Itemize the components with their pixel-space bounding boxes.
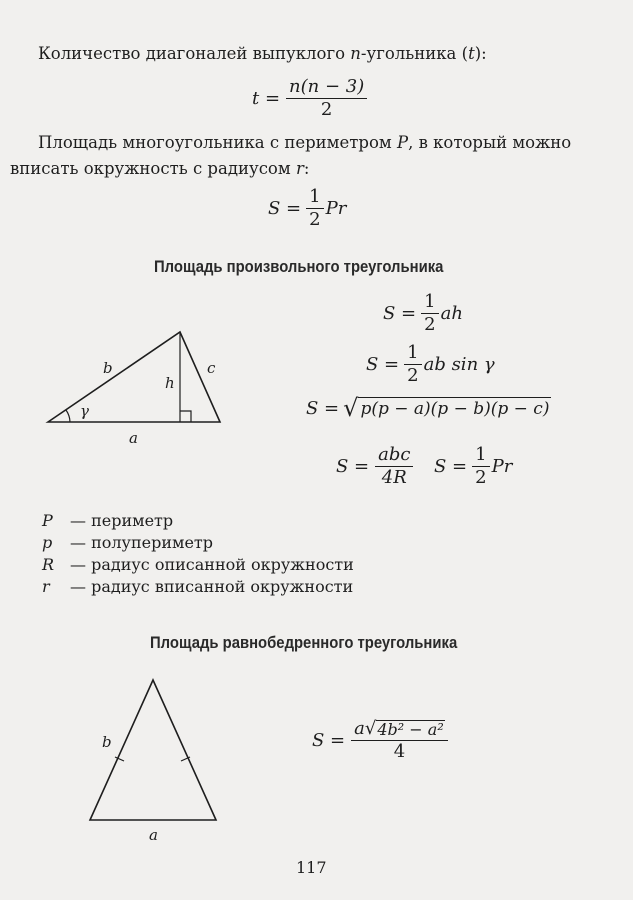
formula-half-ab-sin [366,342,495,387]
sqrt-sign: √ [343,394,359,422]
diagonals-formula [252,76,369,121]
fraction-numerator: 1 [404,342,421,365]
inscribed-line1: Площадь многоугольника с периметром [38,133,397,152]
fraction-denominator: 2 [424,314,436,335]
inscribed-text-2 [10,158,309,180]
heading-arbitrary-triangle: Площадь произвольного треугольника [154,258,444,276]
formula-lhs: S = [312,730,346,751]
angle-arc [66,410,70,422]
var-t: t [468,44,475,63]
legend-item: p — полупериметр [42,533,214,552]
fraction-denominator: 4R [381,467,407,488]
formula-fraction [472,444,489,489]
formula-rhs: ah [440,303,463,324]
inscribed-formula [268,186,346,231]
heading-isosceles-triangle: Площадь равнобедренного треугольника [150,634,458,652]
formula-fraction [306,186,323,231]
triangle-shape [48,332,220,422]
var-P: P [396,133,409,152]
legend [42,510,354,598]
fraction-numerator: 1 [421,291,438,314]
fraction-numerator: abc [375,444,413,467]
formula-fraction [375,444,413,489]
formula-lhs: S = [268,198,302,219]
formula-lhs: S = [366,354,400,375]
formula-lhs: S = [306,397,340,419]
fraction-numerator: 1 [306,186,323,209]
label-b: b [102,733,112,751]
legend-item: R — радиус описанной окружности [42,555,354,574]
label-c: c [207,359,216,377]
formula-fraction [421,291,438,336]
inscribed-text [38,132,571,154]
fraction-numerator [351,718,448,741]
sqrt-sign: √ [364,718,377,739]
var-r: r [295,159,304,178]
var-n: n [350,44,361,63]
formula-lhs: S = [434,456,468,477]
legend-item: r — радиус вписанной окружности [42,577,354,596]
fraction-numerator: n(n − 3) [286,76,367,99]
formula-rhs: Pr [491,456,513,477]
intro-text-3: ): [474,44,487,63]
fraction-denominator: 2 [407,365,419,386]
arbitrary-triangle-diagram [40,325,240,450]
intro-text-2: -угольника ( [360,44,469,63]
sqrt-radicand: p(p − a)(p − b)(p − c) [360,399,550,419]
label-b: b [103,359,113,377]
inscribed-line2: вписать окружность с радиусом [10,159,296,178]
formula-lhs: t = [252,88,281,109]
inscribed-line1-end: , в который можно [408,133,572,152]
isosceles-triangle-diagram [80,672,230,847]
formula-isosceles [312,718,450,763]
label-gamma: γ [80,402,89,420]
formula-lhs: S = [383,303,417,324]
fraction-denominator: 2 [475,467,487,488]
label-a: a [149,826,158,844]
formula-fraction [286,76,367,121]
formula-rhs: ab sin γ [423,354,495,375]
fraction-denominator: 2 [320,99,333,120]
fraction-denominator: 2 [309,209,321,230]
formula-half-pr [434,444,512,489]
right-angle-mark [180,411,191,422]
page-number: 117 [296,858,327,877]
legend-item: P — периметр [42,511,174,530]
formula-fraction [351,718,448,763]
formula-half-ah [383,291,463,336]
diagonals-intro [38,43,487,65]
label-a: a [129,429,138,447]
formula-heron [306,396,551,420]
fraction-denominator: 4 [393,741,406,762]
formula-abc-4r [336,444,415,489]
inscribed-line2-end: : [303,159,310,178]
formula-lhs: S = [336,456,370,477]
formula-rhs: Pr [325,198,347,219]
intro-text: Количество диагоналей выпуклого [38,44,351,63]
label-h: h [165,374,175,392]
formula-fraction [404,342,421,387]
fraction-numerator: 1 [472,444,489,467]
factor-a: a [354,718,365,739]
sqrt-radicand: 4b² − a² [377,719,444,739]
